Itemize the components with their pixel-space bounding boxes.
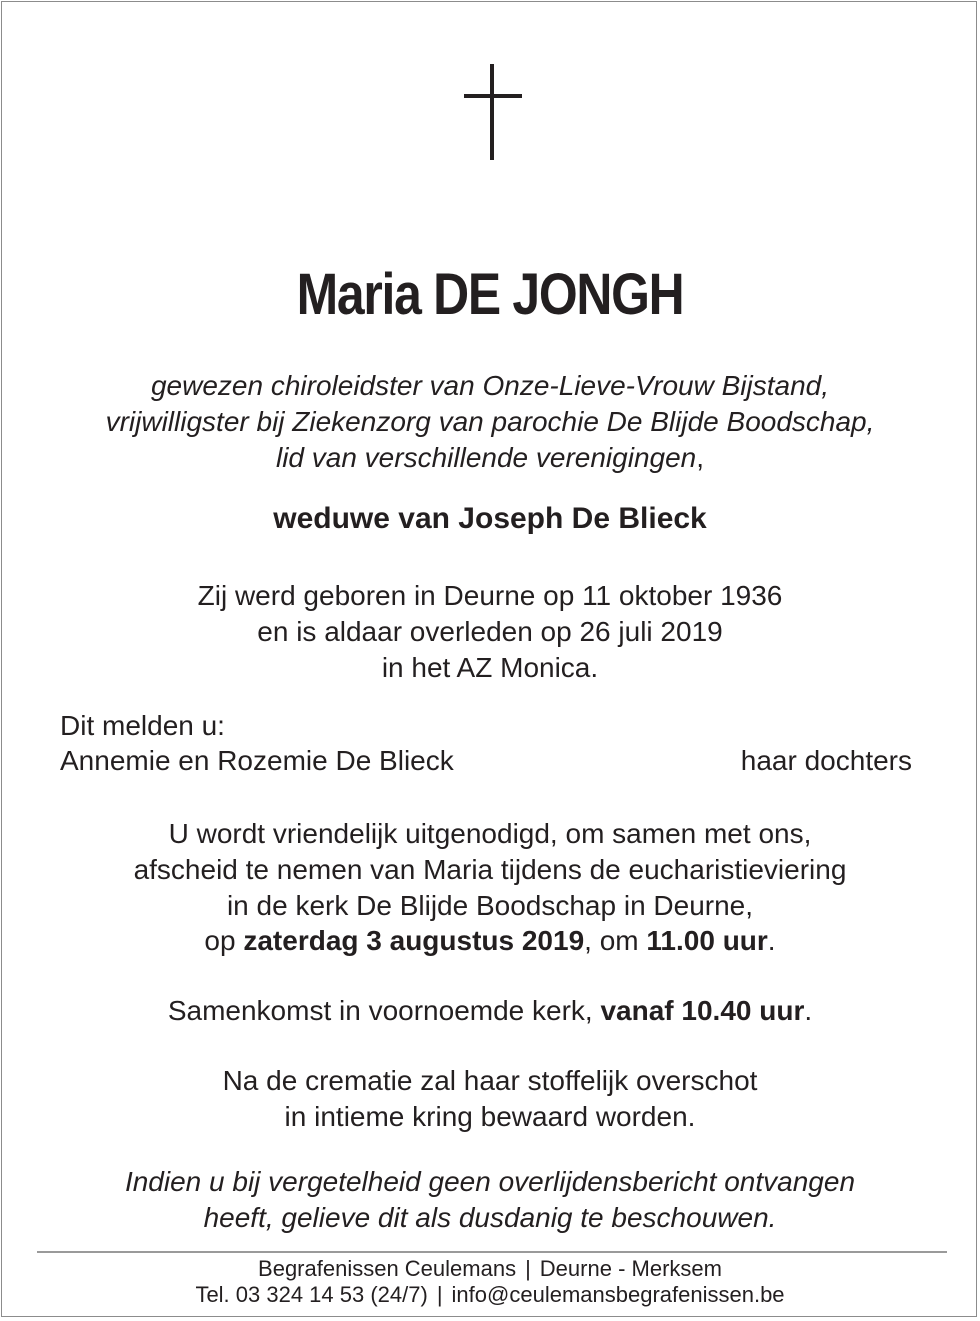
- role-line: gewezen chiroleidster van Onze-Lieve-Vrouw Bijstand,: [150, 370, 830, 401]
- obituary-card: [1, 1, 977, 1317]
- ceremony-time: 11.00 uur: [646, 925, 768, 956]
- cremation-line: Na de crematie zal haar stoffelijk overschot: [222, 1065, 758, 1096]
- role-text: lid van verschillende verenigingen: [275, 442, 697, 473]
- gathering-line: [2, 993, 978, 1029]
- birth-line: Zij werd geboren in Deurne op 11 oktober 1936: [197, 580, 783, 611]
- footer-separator: |: [525, 1256, 531, 1281]
- ceremony-end: .: [767, 925, 776, 956]
- ceremony-date: zaterdag 3 augustus 2019: [243, 925, 585, 956]
- invitation-line: afscheid te nemen van Maria tijdens de eucharistieviering: [133, 854, 847, 885]
- gathering-end: .: [804, 995, 813, 1026]
- announcer-relation: haar dochters: [740, 745, 912, 776]
- gathering-time: vanaf 10.40 uur: [600, 995, 805, 1026]
- gathering-text: Samenkomst in voornoemde kerk,: [167, 995, 601, 1026]
- time-prefix: , om: [584, 925, 647, 956]
- role-line-last: [2, 440, 978, 476]
- invitation-line: in de kerk De Blijde Boodschap in Deurne,: [226, 890, 754, 921]
- death-place-line: in het AZ Monica.: [381, 652, 599, 683]
- footer-divider: [37, 1251, 947, 1253]
- company-email: info@ceulemansbegrafenissen.be: [451, 1282, 785, 1307]
- announcer-names: Annemie en Rozemie De Blieck: [60, 745, 454, 776]
- footer-line-1: [2, 1256, 978, 1282]
- deceased-name: Maria DE JONGH: [296, 262, 684, 327]
- footer-line-2: [2, 1282, 978, 1308]
- notice-line: Indien u bij vergetelheid geen overlijdensbericht ontvangen: [124, 1166, 856, 1197]
- widow-of: weduwe van Joseph De Blieck: [273, 502, 707, 535]
- role-line: vrijwilligster bij Ziekenzorg van parochie De Blijde Boodschap,: [105, 406, 875, 437]
- company-phone: Tel. 03 324 14 53 (24/7): [195, 1282, 428, 1307]
- date-prefix: op: [204, 925, 244, 956]
- cremation-line: in intieme kring bewaard worden.: [284, 1101, 696, 1132]
- invitation-line: U wordt vriendelijk uitgenodigd, om samen met ons,: [168, 818, 812, 849]
- ceremony-datetime: [2, 923, 978, 959]
- company-name: Begrafenissen Ceulemans: [258, 1256, 517, 1281]
- death-line: en is aldaar overleden op 26 juli 2019: [257, 616, 723, 647]
- footer-separator: |: [436, 1282, 443, 1307]
- notice-line: heeft, gelieve dit als dusdanig te beschouwen.: [203, 1202, 777, 1233]
- role-comma: ,: [696, 442, 705, 473]
- cross-icon: [463, 64, 523, 162]
- announcers-intro: Dit melden u:: [60, 710, 225, 741]
- company-location: Deurne - Merksem: [539, 1256, 722, 1281]
